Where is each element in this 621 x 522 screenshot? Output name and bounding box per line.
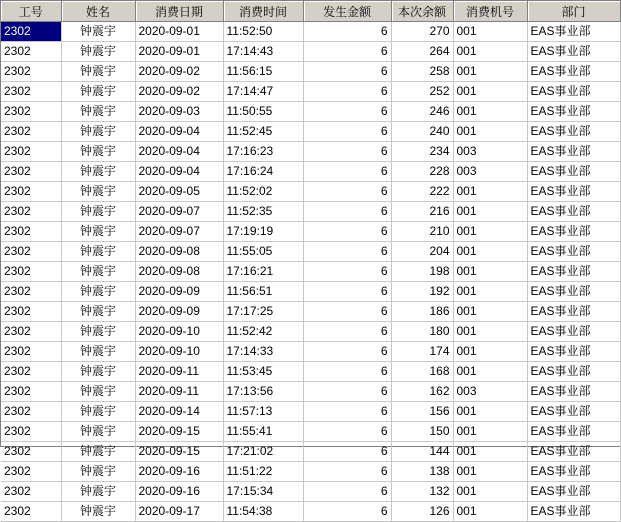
cell-time: 11:51:22 <box>223 462 303 482</box>
cell-amount: 6 <box>303 442 391 462</box>
cell-emp-id: 2302 <box>1 442 61 462</box>
table-row[interactable] <box>1 302 620 322</box>
cell-time: 11:56:15 <box>223 62 303 82</box>
header-row <box>1 1 620 22</box>
cell-time: 11:56:51 <box>223 282 303 302</box>
cell-time: 11:53:45 <box>223 362 303 382</box>
cell-time: 11:50:55 <box>223 102 303 122</box>
cell-machine: 001 <box>453 342 527 362</box>
cell-machine: 001 <box>453 82 527 102</box>
table-row[interactable] <box>1 342 620 362</box>
cell-time: 11:52:42 <box>223 322 303 342</box>
cell-machine: 001 <box>453 442 527 462</box>
cell-dept: EAS事业部 <box>527 322 620 342</box>
table-row[interactable] <box>1 362 620 382</box>
cell-emp-id: 2302 <box>1 242 61 262</box>
cell-balance: 174 <box>391 342 453 362</box>
cell-name: 钟震宇 <box>61 22 135 42</box>
cell-emp-id: 2302 <box>1 282 61 302</box>
column-header-emp-id[interactable]: 工号 <box>1 1 61 22</box>
table-row[interactable] <box>1 262 620 282</box>
cell-emp-id: 2302 <box>1 482 61 502</box>
cell-emp-id: 2302 <box>1 302 61 322</box>
cell-balance: 252 <box>391 82 453 102</box>
cell-amount: 6 <box>303 302 391 322</box>
cell-emp-id: 2302 <box>1 462 61 482</box>
table-row[interactable] <box>1 202 620 222</box>
cell-amount: 6 <box>303 402 391 422</box>
cell-time: 17:16:24 <box>223 162 303 182</box>
cell-emp-id: 2302 <box>1 262 61 282</box>
cell-machine: 001 <box>453 422 527 442</box>
cell-machine: 001 <box>453 242 527 262</box>
cell-amount: 6 <box>303 342 391 362</box>
cell-time: 11:54:38 <box>223 502 303 522</box>
table-row[interactable] <box>1 282 620 302</box>
cell-date: 2020-09-05 <box>135 182 223 202</box>
records-table <box>1 1 621 522</box>
cell-name: 钟震宇 <box>61 422 135 442</box>
cell-machine: 001 <box>453 222 527 242</box>
cell-balance: 246 <box>391 102 453 122</box>
cell-date: 2020-09-15 <box>135 442 223 462</box>
cell-balance: 234 <box>391 142 453 162</box>
cell-date: 2020-09-17 <box>135 502 223 522</box>
cell-dept: EAS事业部 <box>527 482 620 502</box>
cell-date: 2020-09-07 <box>135 222 223 242</box>
cell-name: 钟震宇 <box>61 382 135 402</box>
cell-name: 钟震宇 <box>61 142 135 162</box>
cell-date: 2020-09-10 <box>135 322 223 342</box>
cell-name: 钟震宇 <box>61 282 135 302</box>
cell-balance: 258 <box>391 62 453 82</box>
table-row[interactable] <box>1 462 620 482</box>
cell-time: 17:19:19 <box>223 222 303 242</box>
cell-emp-id: 2302 <box>1 382 61 402</box>
column-header-balance[interactable]: 本次余额 <box>391 1 453 22</box>
cell-amount: 6 <box>303 462 391 482</box>
cell-machine: 001 <box>453 402 527 422</box>
cell-emp-id: 2302 <box>1 62 61 82</box>
cell-name: 钟震宇 <box>61 262 135 282</box>
cell-dept: EAS事业部 <box>527 142 620 162</box>
table-row[interactable] <box>1 182 620 202</box>
cell-time: 11:55:05 <box>223 242 303 262</box>
cell-amount: 6 <box>303 242 391 262</box>
table-row[interactable] <box>1 222 620 242</box>
cell-machine: 001 <box>453 362 527 382</box>
cell-dept: EAS事业部 <box>527 42 620 62</box>
table-row[interactable] <box>1 242 620 262</box>
cell-machine: 001 <box>453 42 527 62</box>
cell-dept: EAS事业部 <box>527 222 620 242</box>
cell-dept: EAS事业部 <box>527 162 620 182</box>
cell-emp-id: 2302 <box>1 182 61 202</box>
cell-emp-id: 2302 <box>1 162 61 182</box>
cell-amount: 6 <box>303 62 391 82</box>
cell-name: 钟震宇 <box>61 82 135 102</box>
cell-time: 11:52:50 <box>223 22 303 42</box>
cell-amount: 6 <box>303 22 391 42</box>
table-row[interactable] <box>1 422 620 442</box>
cell-amount: 6 <box>303 322 391 342</box>
cell-date: 2020-09-11 <box>135 382 223 402</box>
cell-emp-id: 2302 <box>1 222 61 242</box>
cell-balance: 204 <box>391 242 453 262</box>
cell-machine: 001 <box>453 462 527 482</box>
cell-dept: EAS事业部 <box>527 122 620 142</box>
cell-amount: 6 <box>303 282 391 302</box>
cell-date: 2020-09-02 <box>135 82 223 102</box>
table-row[interactable] <box>1 502 620 522</box>
cell-dept: EAS事业部 <box>527 282 620 302</box>
cell-machine: 003 <box>453 382 527 402</box>
cell-emp-id: 2302 <box>1 42 61 62</box>
cell-balance: 228 <box>391 162 453 182</box>
table-row[interactable] <box>1 162 620 182</box>
cell-balance: 168 <box>391 362 453 382</box>
cell-amount: 6 <box>303 182 391 202</box>
cell-balance: 240 <box>391 122 453 142</box>
cell-machine: 001 <box>453 182 527 202</box>
cell-machine: 003 <box>453 162 527 182</box>
cell-machine: 001 <box>453 482 527 502</box>
cell-date: 2020-09-08 <box>135 242 223 262</box>
cell-amount: 6 <box>303 422 391 442</box>
cell-time: 11:52:35 <box>223 202 303 222</box>
cell-emp-id: 2302 <box>1 82 61 102</box>
cell-date: 2020-09-08 <box>135 262 223 282</box>
cell-date: 2020-09-16 <box>135 462 223 482</box>
cell-amount: 6 <box>303 482 391 502</box>
cell-balance: 210 <box>391 222 453 242</box>
cell-name: 钟震宇 <box>61 182 135 202</box>
cell-dept: EAS事业部 <box>527 182 620 202</box>
table-row[interactable] <box>1 42 620 62</box>
cell-dept: EAS事业部 <box>527 502 620 522</box>
cell-amount: 6 <box>303 102 391 122</box>
cell-emp-id: 2302 <box>1 102 61 122</box>
table-row[interactable] <box>1 82 620 102</box>
cell-name: 钟震宇 <box>61 302 135 322</box>
cell-time: 17:15:34 <box>223 482 303 502</box>
cell-time: 11:52:02 <box>223 182 303 202</box>
table-row[interactable] <box>1 22 620 42</box>
cell-dept: EAS事业部 <box>527 382 620 402</box>
cell-name: 钟震宇 <box>61 222 135 242</box>
table-row[interactable] <box>1 322 620 342</box>
cell-name: 钟震宇 <box>61 202 135 222</box>
cell-amount: 6 <box>303 262 391 282</box>
cell-amount: 6 <box>303 382 391 402</box>
cell-amount: 6 <box>303 502 391 522</box>
cell-name: 钟震宇 <box>61 462 135 482</box>
cell-machine: 001 <box>453 322 527 342</box>
cell-date: 2020-09-01 <box>135 22 223 42</box>
cell-date: 2020-09-03 <box>135 102 223 122</box>
cell-amount: 6 <box>303 222 391 242</box>
column-header-dept[interactable]: 部门 <box>527 1 620 22</box>
cell-dept: EAS事业部 <box>527 262 620 282</box>
cell-balance: 222 <box>391 182 453 202</box>
cell-time: 17:16:21 <box>223 262 303 282</box>
cell-balance: 180 <box>391 322 453 342</box>
cell-date: 2020-09-14 <box>135 402 223 422</box>
cell-balance: 144 <box>391 442 453 462</box>
cell-amount: 6 <box>303 162 391 182</box>
cell-dept: EAS事业部 <box>527 302 620 322</box>
cell-dept: EAS事业部 <box>527 242 620 262</box>
cell-emp-id: 2302 <box>1 502 61 522</box>
table-row[interactable] <box>1 442 620 462</box>
cell-balance: 270 <box>391 22 453 42</box>
cell-balance: 150 <box>391 422 453 442</box>
cell-dept: EAS事业部 <box>527 22 620 42</box>
cell-dept: EAS事业部 <box>527 402 620 422</box>
cell-date: 2020-09-04 <box>135 122 223 142</box>
cell-machine: 001 <box>453 502 527 522</box>
cell-amount: 6 <box>303 82 391 102</box>
cell-balance: 186 <box>391 302 453 322</box>
table-row[interactable] <box>1 382 620 402</box>
cell-balance: 138 <box>391 462 453 482</box>
cell-date: 2020-09-16 <box>135 482 223 502</box>
cell-time: 11:57:13 <box>223 402 303 422</box>
cell-time: 17:14:47 <box>223 82 303 102</box>
cell-time: 17:17:25 <box>223 302 303 322</box>
cell-amount: 6 <box>303 362 391 382</box>
column-header-date[interactable]: 消费日期 <box>135 1 223 22</box>
table-row[interactable] <box>1 402 620 422</box>
cell-machine: 001 <box>453 62 527 82</box>
cell-date: 2020-09-01 <box>135 42 223 62</box>
cell-balance: 126 <box>391 502 453 522</box>
cell-balance: 192 <box>391 282 453 302</box>
cell-date: 2020-09-10 <box>135 342 223 362</box>
cell-time: 17:21:02 <box>223 442 303 462</box>
cell-name: 钟震宇 <box>61 322 135 342</box>
cell-balance: 156 <box>391 402 453 422</box>
column-header-time[interactable]: 消费时间 <box>223 1 303 22</box>
cell-date: 2020-09-02 <box>135 62 223 82</box>
cell-machine: 003 <box>453 142 527 162</box>
table-body <box>1 22 620 522</box>
column-header-name[interactable]: 姓名 <box>61 1 135 22</box>
cell-date: 2020-09-11 <box>135 362 223 382</box>
cell-emp-id: 2302 <box>1 142 61 162</box>
cell-date: 2020-09-04 <box>135 142 223 162</box>
cell-balance: 264 <box>391 42 453 62</box>
cell-emp-id: 2302 <box>1 202 61 222</box>
cell-name: 钟震宇 <box>61 62 135 82</box>
cell-emp-id: 2302 <box>1 422 61 442</box>
table-row[interactable] <box>1 482 620 502</box>
cell-machine: 001 <box>453 122 527 142</box>
cell-date: 2020-09-04 <box>135 162 223 182</box>
cell-name: 钟震宇 <box>61 42 135 62</box>
cell-date: 2020-09-09 <box>135 282 223 302</box>
cell-emp-id: 2302 <box>1 342 61 362</box>
cell-dept: EAS事业部 <box>527 82 620 102</box>
cell-name: 钟震宇 <box>61 122 135 142</box>
cell-date: 2020-09-09 <box>135 302 223 322</box>
cell-amount: 6 <box>303 202 391 222</box>
cell-emp-id: 2302 <box>1 22 61 42</box>
cell-name: 钟震宇 <box>61 442 135 462</box>
cell-dept: EAS事业部 <box>527 442 620 462</box>
table-row[interactable] <box>1 122 620 142</box>
cell-amount: 6 <box>303 142 391 162</box>
cell-dept: EAS事业部 <box>527 62 620 82</box>
cell-dept: EAS事业部 <box>527 422 620 442</box>
cell-name: 钟震宇 <box>61 502 135 522</box>
cell-time: 17:14:43 <box>223 42 303 62</box>
cell-emp-id: 2302 <box>1 122 61 142</box>
cell-balance: 162 <box>391 382 453 402</box>
cell-dept: EAS事业部 <box>527 342 620 362</box>
cell-dept: EAS事业部 <box>527 102 620 122</box>
cell-name: 钟震宇 <box>61 162 135 182</box>
table-row[interactable] <box>1 142 620 162</box>
cell-time: 17:14:33 <box>223 342 303 362</box>
cell-emp-id: 2302 <box>1 362 61 382</box>
cell-machine: 001 <box>453 262 527 282</box>
cell-name: 钟震宇 <box>61 402 135 422</box>
cell-emp-id: 2302 <box>1 322 61 342</box>
cell-dept: EAS事业部 <box>527 362 620 382</box>
cell-machine: 001 <box>453 202 527 222</box>
table-header <box>1 1 620 22</box>
table-row[interactable] <box>1 102 620 122</box>
cell-name: 钟震宇 <box>61 362 135 382</box>
cell-machine: 001 <box>453 282 527 302</box>
cell-name: 钟震宇 <box>61 102 135 122</box>
cell-amount: 6 <box>303 122 391 142</box>
cell-amount: 6 <box>303 42 391 62</box>
cell-machine: 001 <box>453 302 527 322</box>
cell-name: 钟震宇 <box>61 482 135 502</box>
cell-emp-id: 2302 <box>1 402 61 422</box>
cell-time: 17:13:56 <box>223 382 303 402</box>
cell-date: 2020-09-07 <box>135 202 223 222</box>
table-row[interactable] <box>1 62 620 82</box>
cell-time: 11:52:45 <box>223 122 303 142</box>
cell-time: 17:16:23 <box>223 142 303 162</box>
cell-dept: EAS事业部 <box>527 462 620 482</box>
cell-name: 钟震宇 <box>61 342 135 362</box>
cell-time: 11:55:41 <box>223 422 303 442</box>
cell-machine: 001 <box>453 102 527 122</box>
column-header-machine[interactable]: 消费机号 <box>453 1 527 22</box>
cell-balance: 216 <box>391 202 453 222</box>
cell-balance: 132 <box>391 482 453 502</box>
cell-dept: EAS事业部 <box>527 202 620 222</box>
cell-machine: 001 <box>453 22 527 42</box>
column-header-amount[interactable]: 发生金额 <box>303 1 391 22</box>
cell-name: 钟震宇 <box>61 242 135 262</box>
cell-date: 2020-09-15 <box>135 422 223 442</box>
cell-balance: 198 <box>391 262 453 282</box>
